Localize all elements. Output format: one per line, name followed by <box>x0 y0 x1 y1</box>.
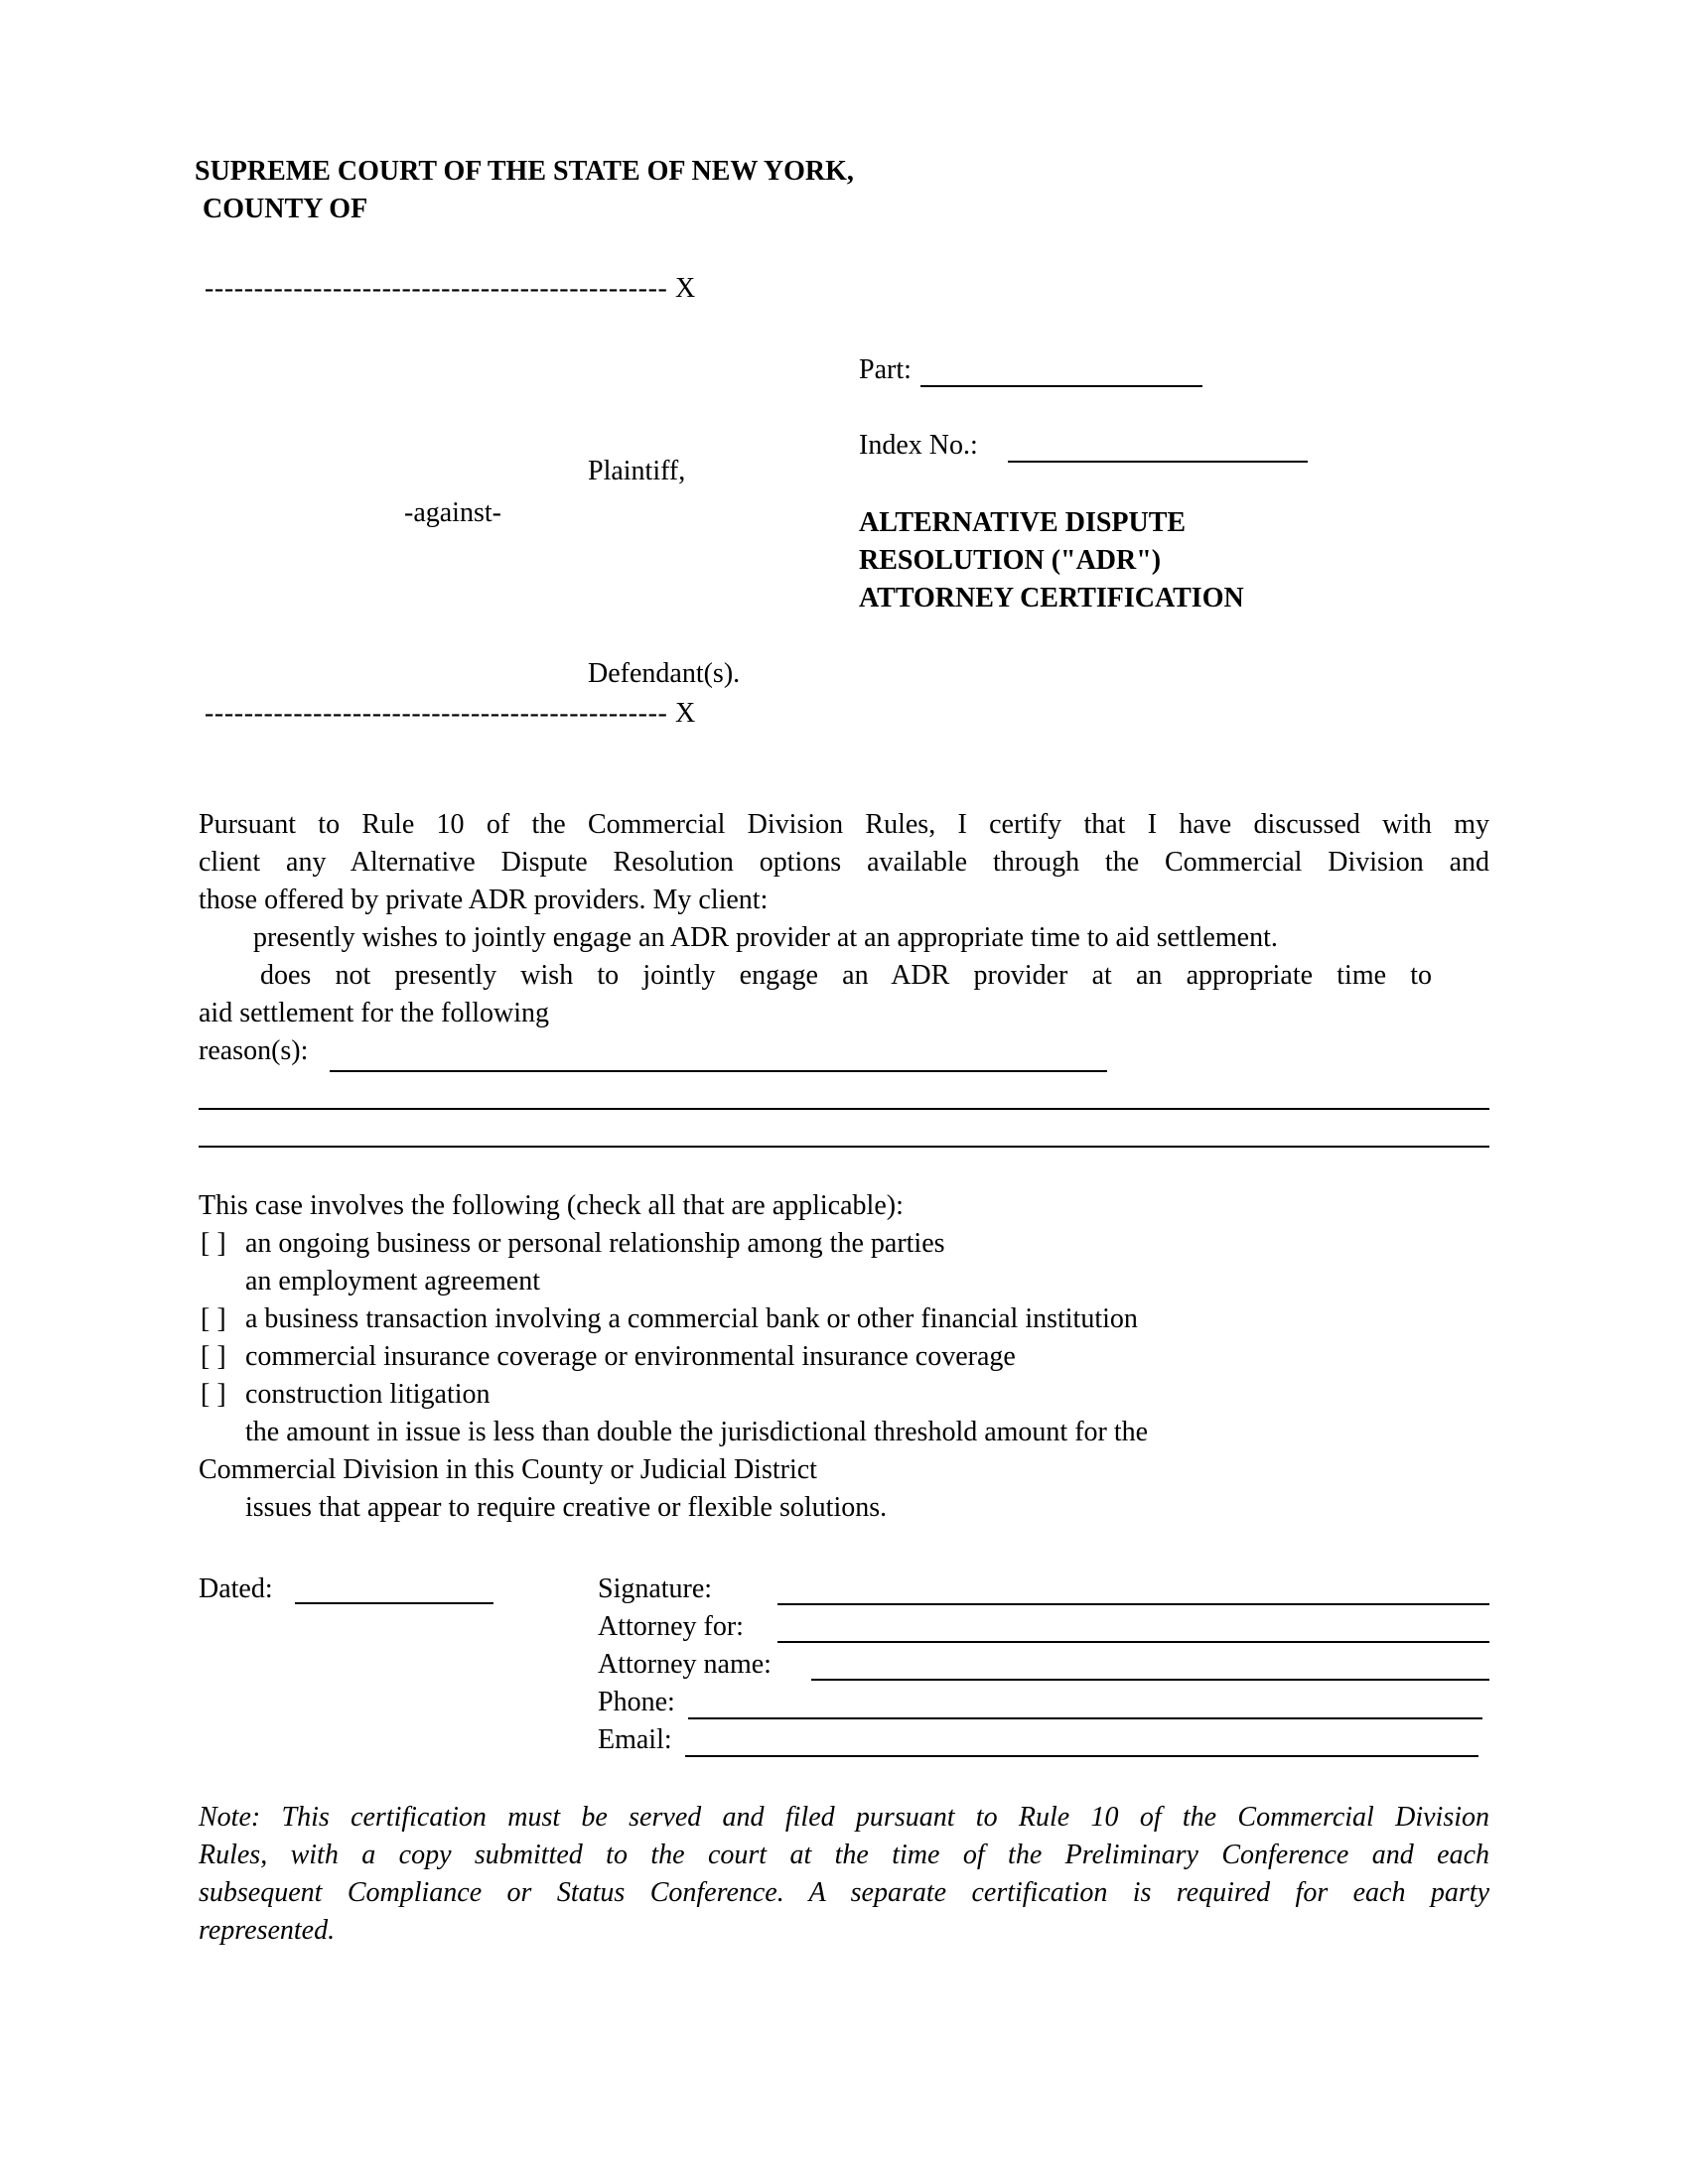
option-does-not-wish-continuation: aid settlement for the following <box>199 998 550 1028</box>
document-title-line3: ATTORNEY CERTIFICATION <box>859 583 1244 614</box>
note-line-1: Note: This certification must be served and filed pursuant to Rule 10 of the Commercial Division <box>199 1802 1489 1833</box>
reasons-field-line-3[interactable] <box>199 1146 1489 1148</box>
county-line: COUNTY OF <box>203 194 368 224</box>
checklist-item-label: commercial insurance coverage or environmental insurance coverage <box>245 1341 1016 1372</box>
attorney-name-field[interactable] <box>811 1679 1489 1681</box>
checklist-item-employment-agreement[interactable]: an employment agreement <box>245 1266 540 1297</box>
checklist-item-label: a business transaction involving a commercial bank or other financial institution <box>245 1303 1138 1334</box>
certification-line-1: Pursuant to Rule 10 of the Commercial Division Rules, I certify that I have discussed with my <box>199 809 1489 840</box>
certification-paragraph <box>199 806 1489 919</box>
filing-note <box>199 1799 1489 1950</box>
reasons-label: reason(s): <box>199 1035 309 1066</box>
checklist-item-amount-continuation: Commercial Division in this County or Judicial District <box>199 1454 817 1485</box>
reasons-field[interactable] <box>330 1070 1107 1072</box>
checklist-item-label: construction litigation <box>245 1379 491 1410</box>
dated-field[interactable] <box>295 1602 493 1604</box>
attorney-name-label: Attorney name: <box>598 1649 772 1680</box>
caption-top-dash-line <box>205 270 696 308</box>
checklist-item-creative-solutions[interactable]: issues that appear to require creative or flexible solutions. <box>245 1492 888 1523</box>
checkbox-insurance-coverage[interactable]: [ ] <box>201 1341 226 1372</box>
note-line-4: represented. <box>199 1915 336 1946</box>
plaintiff-label: Plaintiff, <box>588 456 686 486</box>
signature-label: Signature: <box>598 1573 713 1604</box>
phone-label: Phone: <box>598 1687 675 1717</box>
document-title-line1: ALTERNATIVE DISPUTE <box>859 507 1187 538</box>
certification-line-2: client any Alternative Dispute Resolution options available through the Commercial Division and <box>199 847 1489 878</box>
index-no-label: Index No.: <box>859 430 978 461</box>
option-does-not-wish-label: does not presently wish to jointly engage an ADR provider at an appropriate time to <box>260 960 1432 991</box>
option-wishes-adr[interactable] <box>253 919 1278 957</box>
checkbox-bank-transaction[interactable]: [ ] <box>201 1303 226 1334</box>
index-no-field[interactable] <box>1008 461 1308 463</box>
against-label: -against- <box>404 497 501 528</box>
reasons-field-line-2[interactable] <box>199 1108 1489 1110</box>
part-field[interactable] <box>920 385 1202 387</box>
phone-field[interactable] <box>688 1717 1482 1719</box>
note-line-3: subsequent Compliance or Status Conference. A separate certification is required for each party <box>199 1877 1489 1908</box>
checklist-item-label: an ongoing business or personal relationship among the parties <box>245 1228 945 1259</box>
dash-text: ----------------------------------------------- X <box>205 273 696 304</box>
note-line-2: Rules, with a copy submitted to the court at the time of the Preliminary Conference and each <box>199 1840 1489 1870</box>
dash-text: ----------------------------------------------- X <box>205 698 696 729</box>
document-title-line2: RESOLUTION ("ADR") <box>859 545 1162 576</box>
email-label: Email: <box>598 1724 672 1755</box>
checkbox-construction-litigation[interactable]: [ ] <box>201 1379 226 1410</box>
court-name-line: SUPREME COURT OF THE STATE OF NEW YORK, <box>195 156 854 187</box>
attorney-for-label: Attorney for: <box>598 1611 744 1642</box>
case-involves-heading: This case involves the following (check all that are applicable): <box>199 1190 904 1221</box>
attorney-for-field[interactable] <box>777 1641 1489 1643</box>
checklist-item-amount-in-issue[interactable]: the amount in issue is less than double the jurisdictional threshold amount for the <box>245 1417 1149 1447</box>
caption-bottom-dash-line <box>205 695 696 733</box>
option-wishes-label: presently wishes to jointly engage an ADR provider at an appropriate time to aid settlement. <box>253 922 1278 953</box>
part-label: Part: <box>859 354 912 385</box>
email-field[interactable] <box>685 1755 1478 1757</box>
dated-label: Dated: <box>199 1573 273 1604</box>
signature-field[interactable] <box>777 1603 1489 1605</box>
certification-line-3: those offered by private ADR providers. My client: <box>199 885 769 915</box>
checkbox-ongoing-relationship[interactable]: [ ] <box>201 1228 226 1259</box>
option-does-not-wish-adr[interactable] <box>260 957 1432 995</box>
defendant-label: Defendant(s). <box>588 658 741 689</box>
